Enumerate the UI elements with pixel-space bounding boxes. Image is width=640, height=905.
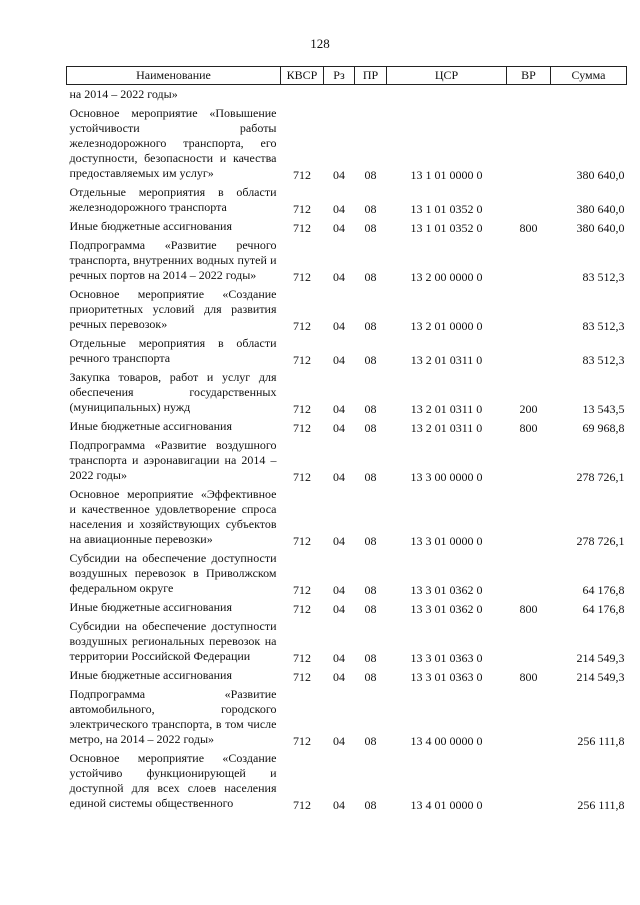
cell-rz: 04 [333,421,345,435]
cell-name: Субсидии на обеспечение доступности воздушных перевозок в Приволжском федеральном округе [69,551,277,595]
cell-rz: 04 [333,402,345,416]
cell-rz: 04 [333,319,345,333]
cell-csr: 13 2 01 0311 0 [410,402,483,416]
cell-rz [324,85,355,105]
cell-sum: 69 968,8 [582,421,625,435]
cell-vr [507,436,551,485]
budget-table [66,66,627,813]
cell-rz: 04 [333,651,345,665]
cell-vr [507,334,551,368]
cell-pr: 08 [364,534,377,548]
header-csr: ЦСР [387,67,507,85]
table-body [67,85,627,814]
cell-name: Основное мероприятие «Создание устойчиво функционирующей и доступной для всех слоев населения единой системы общественного [69,751,277,810]
cell-csr: 13 3 00 0000 0 [410,470,483,484]
cell-vr: 800 [519,221,538,235]
cell-csr: 13 4 01 0000 0 [410,798,483,812]
cell-csr: 13 2 01 0311 0 [410,421,483,435]
cell-name: Подпрограмма «Развитие автомобильного, городского электрического транспорта, в том числе метро, на 2014 – 2022 годы» [69,687,277,746]
table-row [67,236,627,285]
cell-vr [507,549,551,598]
cell-csr: 13 1 01 0352 0 [410,202,483,216]
header-vr: ВР [507,67,551,85]
cell-kvsr: 712 [293,202,311,216]
header-sum: Сумма [551,67,627,85]
cell-pr: 08 [364,470,377,484]
cell-pr [355,85,387,105]
cell-kvsr: 712 [293,734,311,748]
cell-vr [507,236,551,285]
cell-pr: 08 [364,734,377,748]
cell-csr: 13 4 00 0000 0 [410,734,483,748]
cell-csr: 13 3 01 0000 0 [410,534,483,548]
table-row [67,104,627,183]
cell-vr [507,285,551,334]
cell-sum: 278 726,1 [576,534,625,548]
cell-sum: 380 640,0 [576,202,625,216]
cell-kvsr: 712 [293,270,311,284]
table-row [67,549,627,598]
cell-name: Иные бюджетные ассигнования [69,219,232,233]
table-row [67,217,627,236]
cell-name: Основное мероприятие «Создание приоритетных условий для развития речных перевозок» [69,287,277,331]
cell-csr: 13 3 01 0363 0 [410,651,483,665]
cell-csr: 13 2 01 0311 0 [410,353,483,367]
cell-kvsr: 712 [293,583,311,597]
cell-pr: 08 [364,583,377,597]
cell-sum: 64 176,8 [582,583,625,597]
cell-rz: 04 [333,798,345,812]
table-header [67,67,627,85]
cell-sum: 83 512,3 [582,270,625,284]
cell-sum: 214 549,3 [576,651,625,665]
cell-pr: 08 [364,353,377,367]
table-row [67,417,627,436]
cell-sum: 64 176,8 [582,602,625,616]
cell-csr: 13 1 01 0352 0 [410,221,483,235]
cell-sum: 256 111,8 [577,734,625,748]
cell-name: Субсидии на обеспечение доступности воздушных региональных перевозок на территории Российской Федерации [69,619,277,663]
cell-name: Подпрограмма «Развитие речного транспорта, внутренних водных путей и речных портов на 2014 – 2022 годы» [69,238,277,282]
table-row [67,598,627,617]
cell-pr: 08 [364,319,377,333]
cell-vr: 800 [519,670,538,684]
table-row [67,85,627,105]
cell-pr: 08 [364,168,377,182]
cell-vr [507,104,551,183]
cell-sum: 256 111,8 [577,798,625,812]
cell-pr: 08 [364,270,377,284]
cell-name: Отдельные мероприятия в области речного транспорта [69,336,277,365]
cell-vr [507,85,551,105]
cell-rz: 04 [333,353,345,367]
table-row [67,285,627,334]
cell-name: Основное мероприятие «Повышение устойчивости работы железнодорожного транспорта, его доступности, безопасности и качества предоставляемых им услуг» [69,106,277,180]
cell-rz: 04 [333,670,345,684]
cell-vr: 800 [519,421,538,435]
cell-pr: 08 [364,798,377,812]
cell-rz: 04 [333,734,345,748]
cell-vr [507,685,551,749]
cell-rz: 04 [333,270,345,284]
table-row [67,436,627,485]
cell-name: Подпрограмма «Развитие воздушного транспорта и аэронавигации на 2014 – 2022 годы» [69,438,277,482]
cell-vr: 200 [519,402,538,416]
cell-vr [507,485,551,549]
cell-kvsr: 712 [293,319,311,333]
cell-name: Иные бюджетные ассигнования [69,419,232,433]
cell-rz: 04 [333,470,345,484]
cell-csr: 13 2 01 0000 0 [410,319,483,333]
cell-kvsr: 712 [293,168,311,182]
table-row [67,685,627,749]
cell-rz: 04 [333,202,345,216]
cell-pr: 08 [364,602,377,616]
cell-kvsr: 712 [293,798,311,812]
table-row [67,749,627,813]
cell-csr [387,85,507,105]
cell-sum: 83 512,3 [582,353,625,367]
table-row [67,666,627,685]
cell-sum: 214 549,3 [576,670,625,684]
cell-kvsr: 712 [293,602,311,616]
table-row [67,617,627,666]
cell-pr: 08 [364,670,377,684]
header-name: Наименование [67,67,281,85]
cell-rz: 04 [333,221,345,235]
table-row [67,334,627,368]
cell-rz: 04 [333,602,345,616]
cell-name: Закупка товаров, работ и услуг для обеспечения государственных (муниципальных) нужд [69,370,277,414]
cell-sum: 380 640,0 [576,168,625,182]
cell-vr: 800 [519,602,538,616]
cell-csr: 13 1 01 0000 0 [410,168,483,182]
cell-vr [507,749,551,813]
cell-name: Иные бюджетные ассигнования [69,600,232,614]
cell-kvsr: 712 [293,402,311,416]
cell-kvsr [281,85,324,105]
cell-name: Основное мероприятие «Эффективное и качественное удовлетворение спроса населения и хозяйствующих субъектов на авиационные перевозки» [69,487,277,546]
cell-sum: 278 726,1 [576,470,625,484]
cell-pr: 08 [364,402,377,416]
cell-name: на 2014 – 2022 годы» [69,87,178,101]
cell-csr: 13 2 00 0000 0 [410,270,483,284]
cell-rz: 04 [333,583,345,597]
cell-csr: 13 3 01 0362 0 [410,583,483,597]
cell-vr [507,183,551,217]
cell-kvsr: 712 [293,651,311,665]
cell-name: Иные бюджетные ассигнования [69,668,232,682]
cell-kvsr: 712 [293,470,311,484]
header-pr: ПР [355,67,387,85]
cell-rz: 04 [333,168,345,182]
cell-csr: 13 3 01 0362 0 [410,602,483,616]
cell-kvsr: 712 [293,221,311,235]
cell-name: Отдельные мероприятия в области железнодорожного транспорта [69,185,277,214]
cell-kvsr: 712 [293,534,311,548]
table-row [67,485,627,549]
cell-sum: 380 640,0 [576,221,625,235]
header-kvsr: КВСР [281,67,324,85]
page-number: 128 [310,36,330,51]
cell-vr [507,617,551,666]
cell-rz: 04 [333,534,345,548]
table-row [67,183,627,217]
cell-pr: 08 [364,221,377,235]
header-rz: Рз [324,67,355,85]
cell-kvsr: 712 [293,670,311,684]
cell-sum [551,85,627,105]
cell-kvsr: 712 [293,353,311,367]
cell-csr: 13 3 01 0363 0 [410,670,483,684]
cell-kvsr: 712 [293,421,311,435]
cell-pr: 08 [364,651,377,665]
table-row [67,368,627,417]
cell-sum: 83 512,3 [582,319,625,333]
cell-sum: 13 543,5 [582,402,625,416]
cell-pr: 08 [364,421,377,435]
cell-pr: 08 [364,202,377,216]
